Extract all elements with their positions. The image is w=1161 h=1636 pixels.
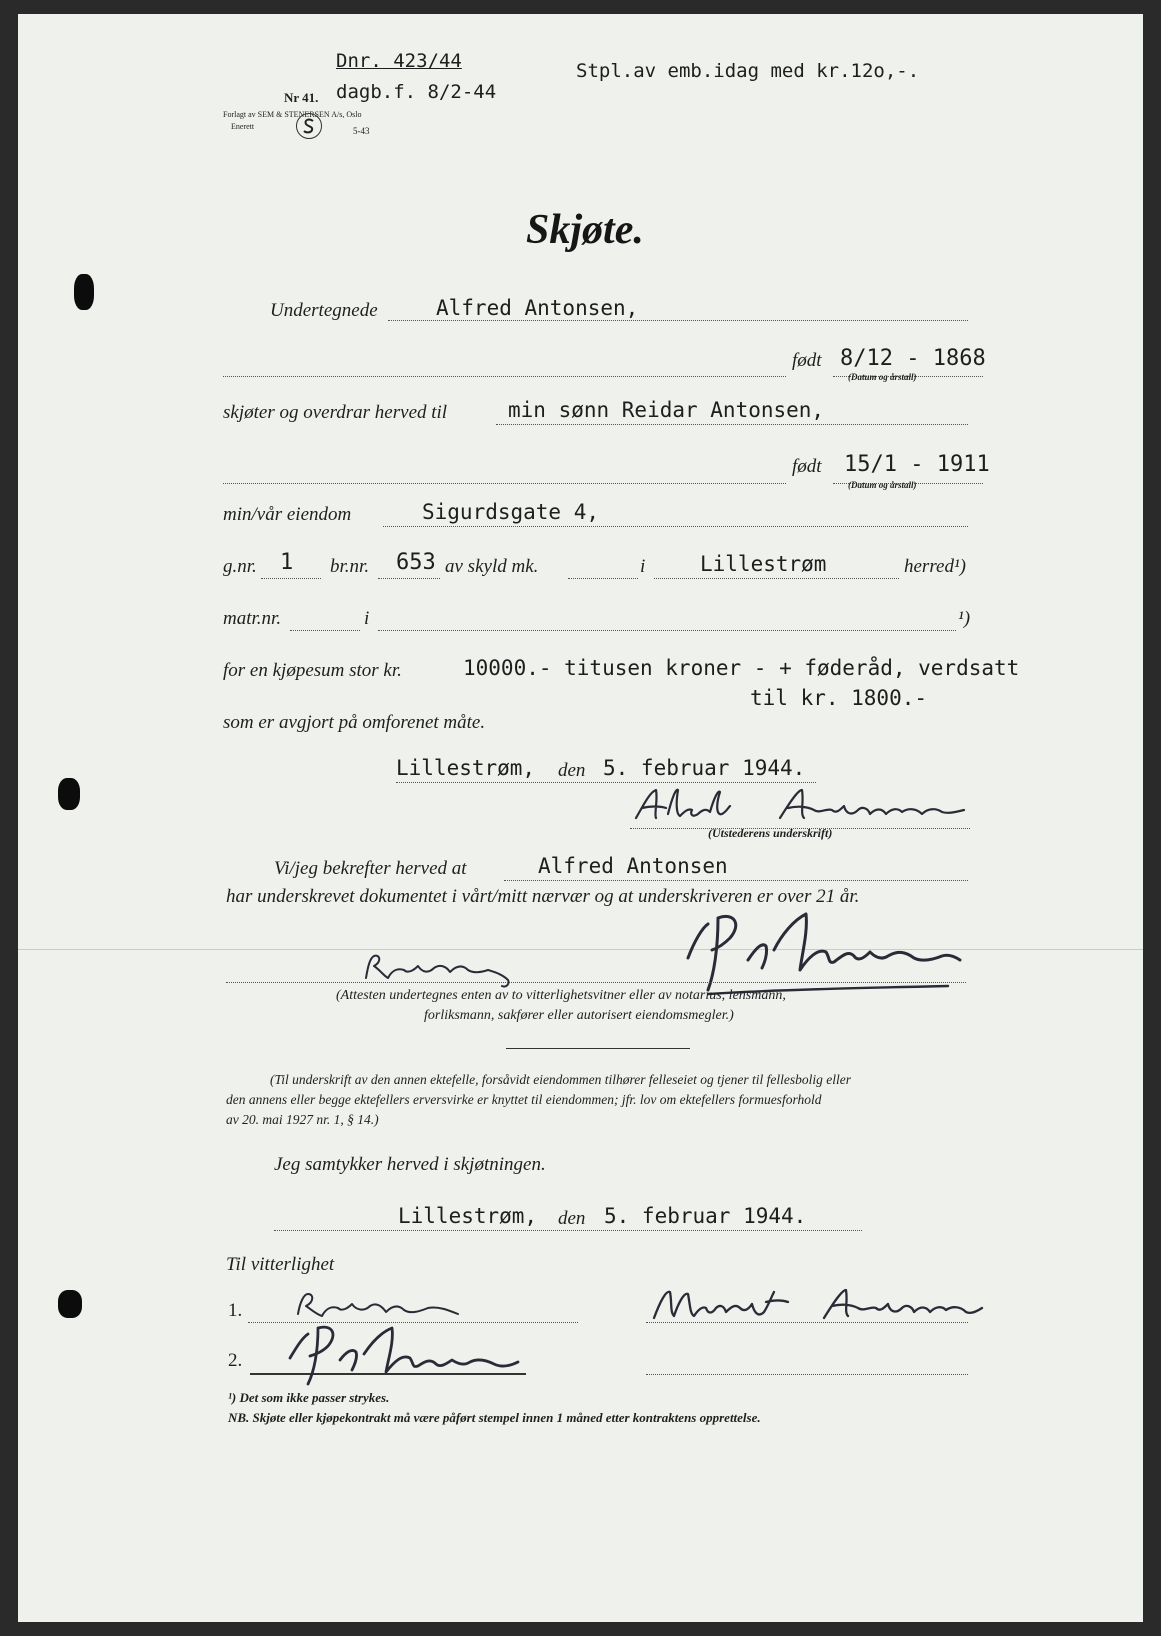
samtykker-text: Jeg samtykker herved i skjøtningen. [274,1154,546,1175]
gnr-value: 1 [280,550,294,575]
date-1: 5. februar 1944. [603,756,806,780]
attest-note-2: forliksmann, sakfører eller autorisert eiendomsmegler.) [424,1008,734,1023]
publisher-line: Forlagt av SEM & STENERSEN A/s, Oslo [223,110,362,119]
brnr-label: br.nr. [330,556,370,577]
kjopesum-value-2: til kr. 1800.- [750,686,928,710]
witness-signature-1 [358,944,558,994]
seller-signature [630,784,980,828]
spouse-signature [648,1278,988,1328]
punch-hole [58,1290,82,1318]
publisher-enerett: Enerett [231,122,255,131]
dotted-line [223,376,786,377]
place-2: Lillestrøm, [398,1204,538,1228]
dotted-line [396,782,816,783]
dotted-line [388,320,968,321]
kjopesum-value: 10000.- titusen kroner - + føderåd, verdsatt [463,656,1020,680]
undertegnede-value: Alfred Antonsen, [436,296,639,320]
spouse-note-1: (Til underskrift av den annen ektefelle, forsåvidt eiendommen tilhører felleseiet og tjener til fellesbolig eller [270,1072,851,1087]
fodt-value-seller: 8/12 - 1868 [840,346,986,371]
spouse-note-2: den annens eller begge ektefellers erversvirke er knyttet til eiendommen; jfr. lov om ektefellers formuesforhold [226,1092,822,1107]
fodt-label: født [792,456,822,477]
dotted-line [496,424,968,425]
dotted-line [261,578,321,579]
dotted-line [274,1230,862,1231]
dagb-number: dagb.f. 8/2-44 [336,81,497,103]
dotted-line [226,982,966,983]
dotted-line [378,630,956,631]
witness-2-number: 2. [228,1350,243,1371]
dotted-line [223,483,786,484]
utsteder-hint: (Utstederens underskrift) [708,826,833,840]
matr-footnote-mark: ¹) [958,608,971,629]
undertegnede-label: Undertegnede [270,300,378,321]
dotted-line [383,526,968,527]
form-number: Nr 41. [284,90,319,105]
skyld-label: av skyld mk. [445,556,539,577]
i-label: i [640,556,646,577]
punch-hole [74,274,94,310]
document-page [18,14,1143,1622]
herred-value: Lillestrøm [700,552,827,576]
footnote-2: NB. Skjøte eller kjøpekontrakt må være påført stempel innen 1 måned etter kontraktens opprettelse. [228,1410,761,1425]
dotted-line [504,880,968,881]
gnr-label: g.nr. [223,556,257,577]
dotted-line [646,1322,968,1323]
matr-i-label: i [364,608,370,629]
den-label: den [558,760,586,781]
avgjort-label: som er avgjort på omforenet måte. [223,712,486,733]
fodt-label: født [792,350,822,371]
dotted-line [654,578,899,579]
witness-signature-2 [678,898,978,998]
bekrefter-value: Alfred Antonsen [538,854,728,878]
document-title: Skjøte. [526,207,644,253]
den-label-2: den [558,1208,586,1229]
eiendom-label: min/vår eiendom [223,504,352,525]
attest-note-1: (Attesten undertegnes enten av to vitterlighetsvitner eller av notarius, lensmann, [336,988,786,1003]
publisher-code: 5-43 [353,126,370,136]
dotted-line [378,578,440,579]
kjopesum-label: for en kjøpesum stor kr. [223,660,402,681]
separator-line [506,1048,690,1049]
publisher-logo [296,113,322,139]
eiendom-value: Sigurdsgate 4, [422,500,600,524]
underskrevet-text: har underskrevet dokumentet i vårt/mitt nærvær og at underskriveren er over 21 år. [226,886,860,907]
stamp-note: Stpl.av emb.idag med kr.12o,-. [576,60,920,82]
witness-1-number: 1. [228,1300,243,1321]
bekrefter-label: Vi/jeg bekrefter herved at [274,858,467,879]
datum-hint: (Datum og årstall) [848,372,917,382]
dotted-line [646,1374,968,1375]
date-2: 5. februar 1944. [604,1204,807,1228]
skjoter-value: min sønn Reidar Antonsen, [508,398,825,422]
brnr-value: 653 [396,550,436,575]
matr-label: matr.nr. [223,608,282,629]
dnr-stamp: Dnr. 423/44 [336,50,462,72]
dotted-line [290,630,360,631]
herred-label: herred¹) [904,556,966,577]
skjoter-label: skjøter og overdrar herved til [223,402,448,423]
spouse-note-3: av 20. mai 1927 nr. 1, § 14.) [226,1112,379,1127]
datum-hint: (Datum og årstall) [848,480,917,490]
vitterlighet-label: Til vitterlighet [226,1254,335,1275]
punch-hole [58,778,80,810]
place-1: Lillestrøm, [396,756,536,780]
dotted-line [568,578,638,579]
fodt-value-buyer: 15/1 - 1911 [844,452,990,477]
witness-2-signature [280,1314,540,1388]
footnote-1: ¹) Det som ikke passer strykes. [228,1390,390,1405]
